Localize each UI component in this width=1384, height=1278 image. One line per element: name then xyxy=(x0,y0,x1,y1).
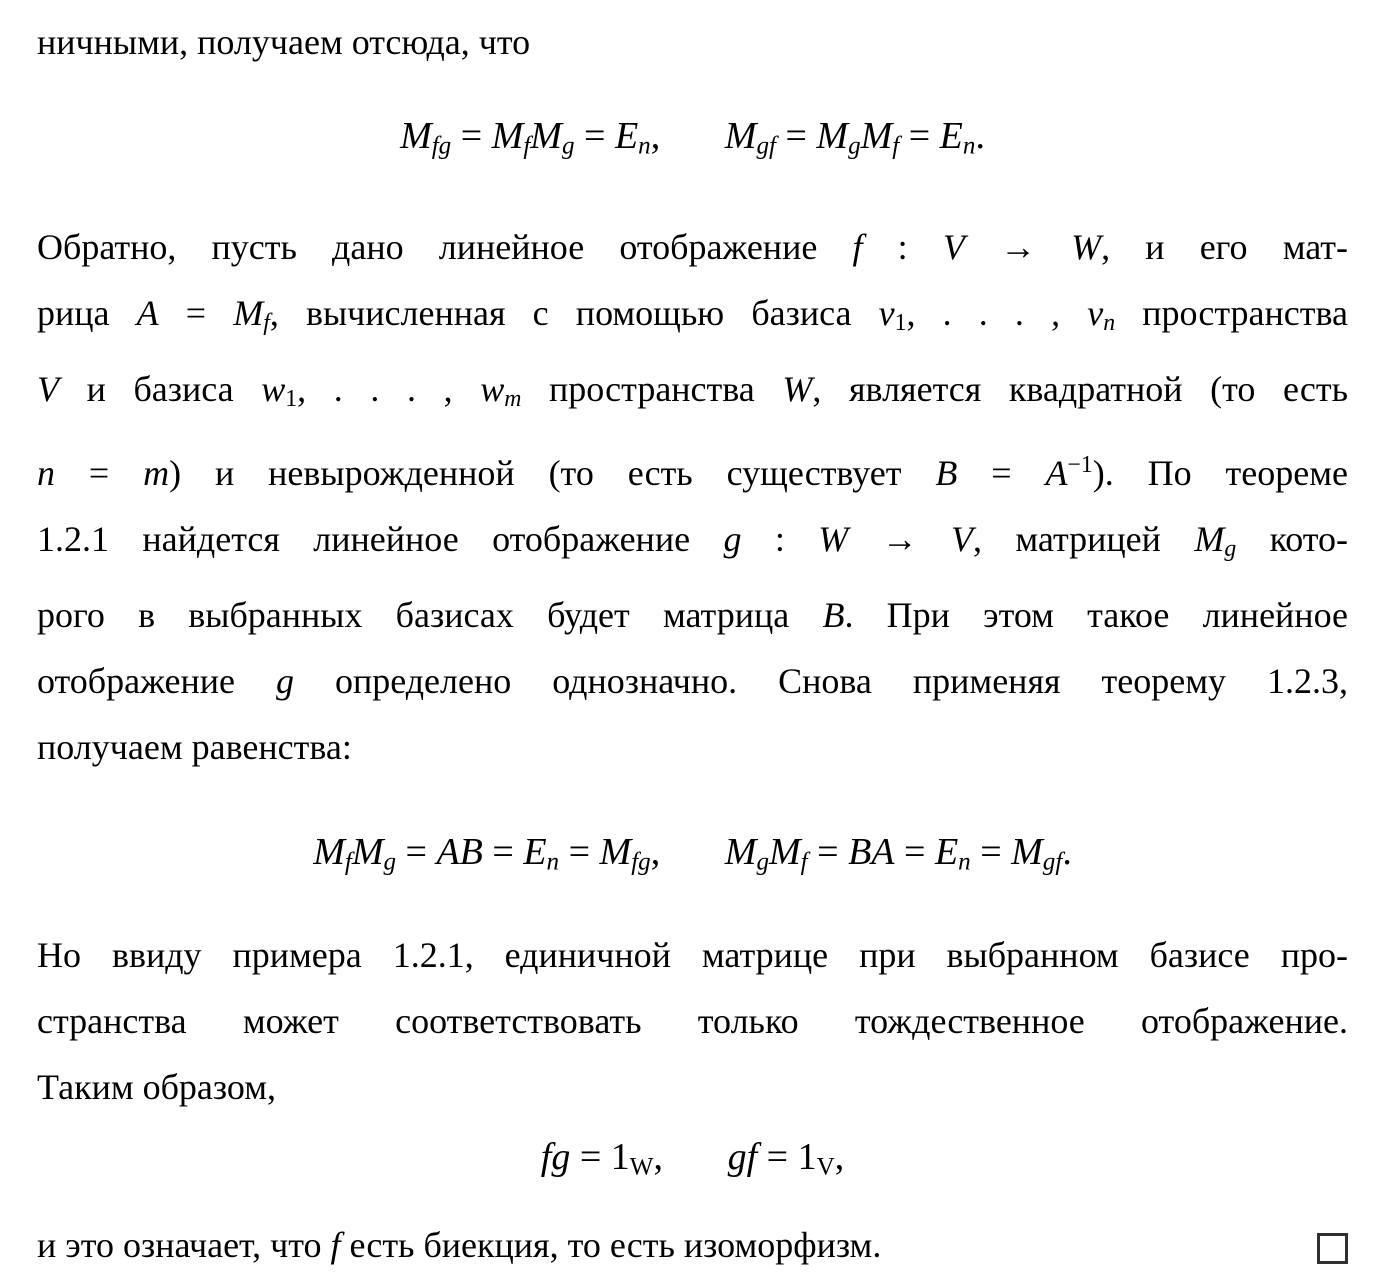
text-run: . При этом такое линейное xyxy=(844,595,1348,636)
text-run: . xyxy=(1062,831,1072,874)
text-run: → xyxy=(848,519,952,560)
para-top xyxy=(37,9,1348,75)
text-run: Таким образом, xyxy=(37,1066,277,1107)
text-run: E xyxy=(934,831,959,874)
text-run: отображение xyxy=(37,661,276,702)
text-run: E xyxy=(523,831,547,874)
text-run: V xyxy=(951,519,974,560)
text-run: A xyxy=(1045,453,1068,494)
text-run: = xyxy=(482,831,524,874)
text-run: fg xyxy=(631,848,651,876)
text-run: Но ввиду примера 1.2.1, единичной матрице при выбранном базисе про- xyxy=(37,934,1348,975)
text-run: v xyxy=(1087,292,1104,333)
text-run: f xyxy=(523,132,531,160)
text-run: A xyxy=(136,292,159,333)
text-run: , матрицей xyxy=(973,519,1195,560)
text-run: V xyxy=(37,368,59,409)
text-run: n xyxy=(958,848,971,876)
text-run: пространства xyxy=(521,368,783,409)
text-run: получаем равенства: xyxy=(37,727,352,768)
para-second-line-2 xyxy=(37,988,1348,1054)
text-run: f xyxy=(263,309,270,336)
text-run: B xyxy=(822,595,845,636)
text-run: , является квадратной (то есть xyxy=(812,368,1348,409)
text-run: M xyxy=(491,115,524,157)
text-run: M xyxy=(351,831,384,874)
text-run: = xyxy=(807,831,849,874)
text-run: = xyxy=(451,115,492,157)
text-run: странства может соответствовать только тождественное отображение. xyxy=(37,1000,1348,1041)
text-run: f xyxy=(344,848,352,876)
text-run: 1 xyxy=(797,1135,817,1178)
text-run: m xyxy=(504,385,522,412)
text-run: , . . . , xyxy=(906,292,1088,333)
text-run: = xyxy=(899,115,940,157)
text-run: n xyxy=(962,132,976,160)
text-run: M xyxy=(816,115,849,157)
text-run: B xyxy=(935,453,958,494)
text-run: M xyxy=(724,115,757,157)
text-run: g xyxy=(723,519,742,560)
text-run: M xyxy=(400,115,432,157)
text-run: Обратно, пусть дано линейное отображение xyxy=(37,226,853,267)
text-run: M xyxy=(1194,519,1225,560)
text-run: g xyxy=(727,1135,747,1178)
text-run: n xyxy=(37,453,55,494)
text-run: n xyxy=(546,848,560,876)
text-run: рого в выбранных базисах будет матрица xyxy=(37,595,823,636)
text-run: fg xyxy=(431,132,452,160)
para-second-line-1 xyxy=(37,922,1348,988)
text-run: n xyxy=(1103,309,1116,336)
text-run: = xyxy=(970,831,1012,874)
formula-1 xyxy=(37,101,1348,182)
text-run: = xyxy=(957,453,1046,494)
text-run: M xyxy=(724,831,757,874)
text-run: E xyxy=(614,115,639,157)
text-run: W xyxy=(629,1153,654,1181)
text-run: V xyxy=(816,1153,835,1181)
text-run: . xyxy=(975,115,985,157)
text-run: W xyxy=(782,368,813,409)
para-main-line-3 xyxy=(37,356,1348,432)
document-page xyxy=(37,9,1348,1278)
formula-2 xyxy=(37,817,1348,898)
text-run: V xyxy=(942,226,965,267)
text-run: = xyxy=(396,831,437,874)
text-run: g xyxy=(275,661,294,702)
text-run: рица xyxy=(37,292,137,333)
line-text xyxy=(37,1212,881,1278)
text-run: = xyxy=(570,1135,611,1178)
text-run: и это означает, что xyxy=(37,1225,331,1266)
text-run: −1 xyxy=(1067,451,1093,478)
text-run: f xyxy=(852,226,863,267)
text-run: , и его мат- xyxy=(1101,226,1349,267)
para-main-line-1 xyxy=(37,214,1348,280)
text-run: v xyxy=(878,292,895,333)
text-run: = xyxy=(775,115,817,157)
text-run: 1.2.1 найдется линейное отображение xyxy=(37,519,724,560)
text-run: есть биекция, то есть изоморфизм. xyxy=(340,1225,882,1266)
para-main-line-5 xyxy=(37,506,1348,582)
para-main-line-8 xyxy=(37,714,1348,780)
text-run: = xyxy=(757,1135,798,1178)
text-run: M xyxy=(233,292,264,333)
text-run: gf xyxy=(756,132,776,160)
text-run: определено однозначно. Снова применяя теорему 1.2.3, xyxy=(293,661,1348,702)
text-run: , xyxy=(653,1135,663,1178)
text-run: f xyxy=(540,1135,552,1178)
text-run: = xyxy=(894,831,935,874)
para-second xyxy=(37,922,1348,1120)
text-run: , xyxy=(650,115,661,157)
text-run: n xyxy=(638,132,651,160)
text-run: f xyxy=(330,1225,341,1266)
text-run: W xyxy=(818,519,849,560)
text-run: W xyxy=(1071,226,1102,267)
text-run: кото- xyxy=(1236,519,1349,560)
text-run: g xyxy=(1224,536,1237,563)
text-run: пространства xyxy=(1115,292,1348,333)
text-run: : xyxy=(741,519,819,560)
text-run: ). По теореме xyxy=(1092,453,1348,494)
para-main-line-4 xyxy=(37,432,1348,506)
text-run: , xyxy=(650,831,661,874)
text-run: g xyxy=(756,848,769,876)
text-run: 1 xyxy=(894,309,907,336)
text-run: → xyxy=(964,226,1072,267)
para-main-line-2 xyxy=(37,280,1348,356)
text-run: = xyxy=(158,292,234,333)
text-run: 1 xyxy=(285,385,298,412)
text-run: f xyxy=(746,1135,758,1178)
text-run: g xyxy=(383,848,397,876)
para-final xyxy=(37,1212,1348,1278)
para-main-line-6 xyxy=(37,582,1348,648)
text-run: g xyxy=(551,1135,571,1178)
formula-3 xyxy=(37,1122,1348,1203)
text-run: g xyxy=(561,132,575,160)
text-run: f xyxy=(800,848,808,876)
text-run: , . . . , xyxy=(297,368,481,409)
text-run: AB xyxy=(436,831,483,874)
text-run: w xyxy=(261,368,286,409)
qed-box xyxy=(1317,1233,1348,1264)
text-run: ничными, получаем отсюда, что xyxy=(37,22,531,62)
text-run: g xyxy=(848,132,861,160)
text-run: gf xyxy=(1042,848,1063,876)
text-run: 1 xyxy=(610,1135,630,1178)
text-run: M xyxy=(769,831,801,874)
para-main-line-7 xyxy=(37,648,1348,714)
text-run: M xyxy=(530,115,562,157)
text-run: , xyxy=(834,1135,845,1178)
text-run: E xyxy=(939,115,963,157)
text-run: M xyxy=(1011,831,1043,874)
text-run: = xyxy=(559,831,600,874)
text-run: m xyxy=(143,453,170,494)
text-run: f xyxy=(892,132,900,160)
text-run: w xyxy=(480,368,505,409)
text-run: , вычисленная с помощью базиса xyxy=(269,292,879,333)
para-top-line-1 xyxy=(37,9,1348,75)
text-run: = xyxy=(574,115,615,157)
text-run: M xyxy=(599,831,632,874)
text-run: ) и невырожденной (то есть существует xyxy=(169,453,936,494)
text-run: = xyxy=(55,453,144,494)
para-main xyxy=(37,214,1348,781)
para-second-line-3 xyxy=(37,1054,1348,1120)
text-run: : xyxy=(862,226,943,267)
text-run: M xyxy=(860,115,893,157)
para-final-line-1 xyxy=(37,1212,1348,1278)
text-run: BA xyxy=(848,831,895,874)
text-run: M xyxy=(313,831,345,874)
text-run: и базиса xyxy=(59,368,262,409)
